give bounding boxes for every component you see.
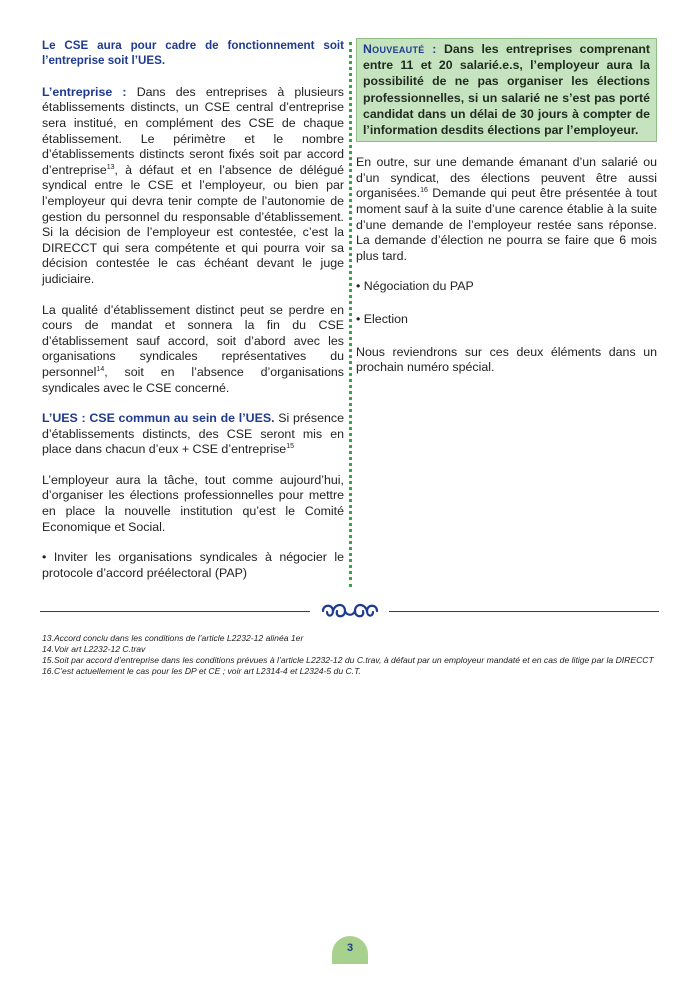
separator-rule-left (40, 611, 310, 612)
paragraph-entreprise (42, 85, 344, 288)
nouveaute-text: Dans les entreprises comprenant entre 11 et 20 salarié.e.s, l’employeur aura la possibilité de ne pas organiser les élections professionnelles, si un salarié ne s’est pas porté candidat dans un délai de 30 jours à compter de l’information desdits élections par l’employeur. (363, 42, 650, 138)
paragraph-entreprise-text-b: , à défaut et en l’absence de délégué syndical entre le CSE et l’employeur, ou bien par l’employeur qui devra tenir compte de l’autonomie de gestion du personnel du responsable d’établissement. Si la décision de l’employeur est contestée, c’est la DIRECCT qui sera compétente et qui pourra voir sa décision contestée le cas échéant devant le juge judiciaire. (42, 162, 344, 286)
right-column (356, 38, 657, 391)
paragraph-etablissement-text-b: , soit en l’absence d’organisations syndicales avec le CSE concerné. (42, 364, 344, 395)
paragraph-en-outre-text-a: En outre, sur une demande émanant d’un salarié ou d’un syndicat, des élections peuvent être aussi organisées. (356, 155, 657, 201)
nouveaute-tag: Nouveauté : (363, 42, 437, 56)
paragraph-entreprise-text-a: Dans des entreprises à plusieurs établissements distincts, un CSE central d’entreprise sera institué, en complément des CSE de chaque établissement. Le périmètre et le nombre d’établissements distincts seront fixés soit par accord d’entreprise (42, 84, 344, 177)
bullet-election: • Election (356, 311, 408, 326)
paragraph-etablissement-text-a: La qualité d’établissement distinct peut se perdre en cours de mandat et sonnera la fin du CSE d’établissement sauf accord, soit d’abord avec les organisations syndicales représentatives du personnel (42, 302, 344, 379)
footnote-15: 15.Soit par accord d’entreprise dans les conditions prévues à l’article L2232-12 du C.trav, à défaut par un employeur mandaté et en cas de litige par la DIRECCT (42, 655, 654, 666)
paragraph-ues-text: Si présence d’établissements distincts, des CSE seront mis en place dans chacun d’eux + CSE d’entreprise (42, 411, 345, 457)
footnotes (42, 633, 657, 677)
left-column (42, 38, 344, 596)
paragraph-etablissement-distinct (42, 303, 344, 397)
bullet-inviter-organisations: • Inviter les organisations syndicales à négocier le protocole d’accord préélectoral (PAP) (42, 550, 344, 580)
paragraph-conclusion: Nous reviendrons sur ces deux éléments dans un prochain numéro spécial. (356, 344, 657, 375)
paragraph-employeur: L’employeur aura la tâche, tout comme aujourd’hui, d’organiser les élections professionnelles pour mettre en place la nouvelle institution qu’est le Comité Economique et Social. (42, 472, 344, 534)
intro-heading: Le CSE aura pour cadre de fonctionnement soit l’entreprise soit l’UES. (42, 39, 344, 68)
paragraph-en-outre (356, 155, 657, 264)
lead-entreprise: L’entreprise : (42, 84, 127, 99)
lead-ues: L’UES : CSE commun au sein de l’UES. (42, 411, 275, 426)
column-divider (349, 42, 352, 587)
footnote-ref-14[interactable]: 14 (96, 365, 105, 373)
footnote-ref-16[interactable]: 16 (420, 187, 428, 195)
footnote-16: 16.C’est actuellement le cas pour les DP et CE ; voir art L2314-4 et L2324-5 du C.T. (42, 666, 361, 677)
footnote-13: 13.Accord conclu dans les conditions de l’article L2232-12 alinéa 1er (42, 633, 304, 643)
footnote-14: 14.Voir art L2232-12 C.trav (42, 644, 146, 655)
separator-rule-right (389, 611, 659, 612)
page-number: 3 (332, 936, 368, 964)
nouveaute-box (356, 38, 657, 142)
bullet-negociation-pap: • Négociation du PAP (356, 279, 474, 294)
scroll-ornament-icon (319, 600, 381, 622)
footnote-ref-13[interactable]: 13 (106, 163, 115, 171)
paragraph-ues (42, 411, 344, 458)
footnote-ref-15[interactable]: 15 (286, 443, 294, 451)
paragraph-en-outre-text-b: Demande qui peut être présentée à tout moment sauf à la suite d’une carence établie à la suite d’une demande de l’employeur restée sans réponse. La demande d’élection ne pourra se faire que 6 mois plus tard. (356, 186, 657, 263)
section-separator (40, 600, 659, 622)
